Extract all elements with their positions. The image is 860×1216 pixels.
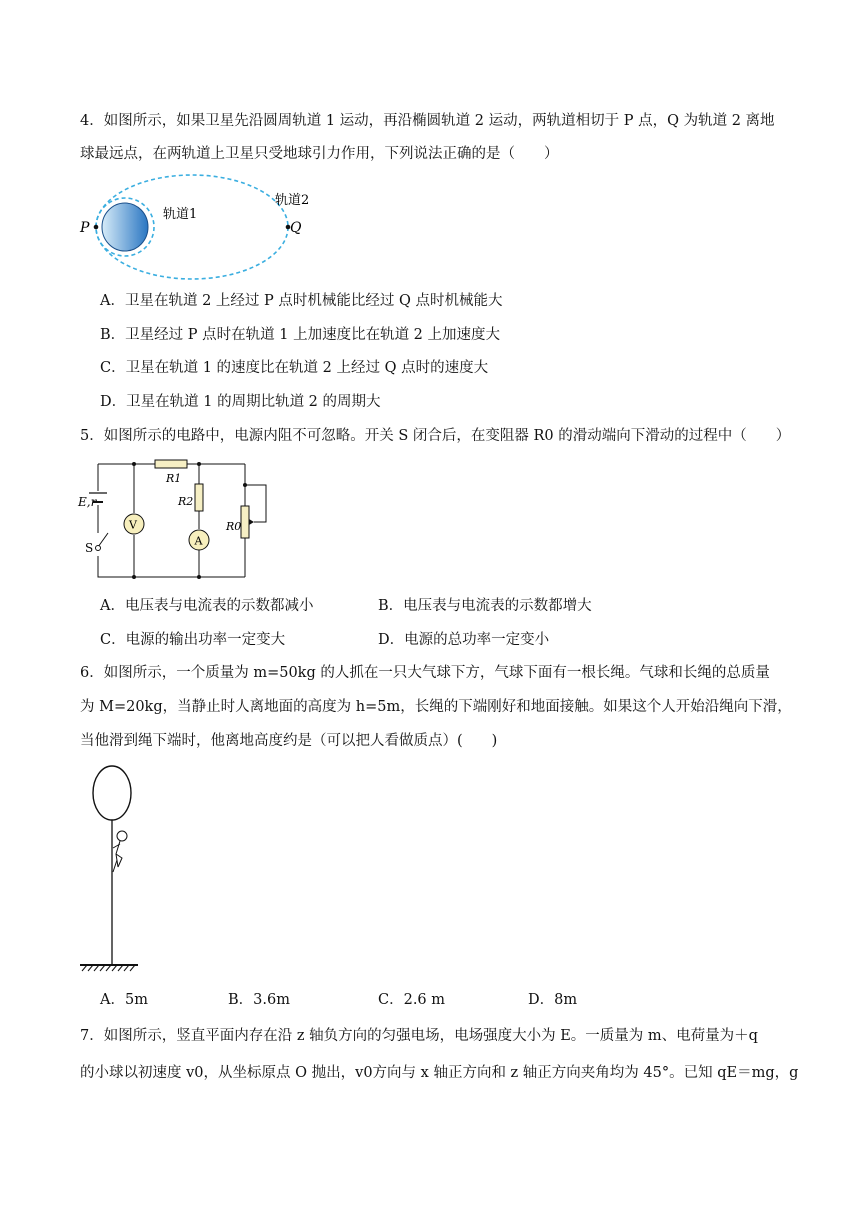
junction-bottom-2 bbox=[197, 575, 201, 579]
label-r1: R1 bbox=[166, 472, 182, 485]
label-orbit2: 轨道2 bbox=[275, 193, 310, 208]
earth bbox=[102, 203, 148, 251]
q4-option-b: B．卫星经过 P 点时在轨道 1 上加速度比在轨道 2 上加速度大 bbox=[100, 327, 501, 343]
switch-blade bbox=[98, 533, 108, 547]
label-r0: R0 bbox=[226, 520, 242, 533]
r0-slider-arrow bbox=[249, 519, 254, 525]
label-r2: R2 bbox=[178, 495, 194, 508]
resistor-r2 bbox=[195, 484, 203, 511]
q5-option-b: B．电压表与电流表的示数都增大 bbox=[378, 598, 592, 614]
q6-stem-line2: 为 M=20kg，当静止时人离地面的高度为 h=5m，长绳的下端刚好和地面接触。如果这个人开始沿绳向下滑， bbox=[80, 699, 792, 715]
wire-left-bottom bbox=[98, 556, 245, 577]
q6-option-c: C．2.6 m bbox=[378, 992, 446, 1008]
q4-stem-line1: 4．如图所示，如果卫星先沿圆周轨道 1 运动，再沿椭圆轨道 2 运动，两轨道相切于 P 点，Q 为轨道 2 离地 bbox=[80, 113, 775, 129]
junction-top-2 bbox=[197, 462, 201, 466]
q4-option-d: D．卫星在轨道 1 的周期比轨道 2 的周期大 bbox=[100, 394, 381, 410]
person-figure bbox=[113, 831, 127, 872]
label-p: P bbox=[80, 220, 90, 236]
resistor-r1 bbox=[155, 460, 187, 468]
circuit-diagram bbox=[78, 455, 268, 580]
junction-bottom-1 bbox=[132, 575, 136, 579]
q5-option-c: C．电源的输出功率一定变大 bbox=[100, 632, 286, 648]
q7-stem-line1: 7．如图所示，竖直平面内存在沿 z 轴负方向的匀强电场，电场强度大小为 E。一质量为 m、电荷量为＋q bbox=[80, 1028, 758, 1044]
label-switch: S bbox=[85, 541, 94, 555]
q4-option-c: C．卫星在轨道 1 的速度比在轨道 2 上经过 Q 点时的速度大 bbox=[100, 360, 489, 376]
orbit-diagram bbox=[75, 168, 310, 288]
label-source: E,r bbox=[78, 495, 97, 509]
q6-stem-line3: 当他滑到绳下端时，他离地高度约是（可以把人看做质点）( ) bbox=[80, 733, 498, 749]
junction-r0 bbox=[243, 483, 247, 487]
q6-stem-line1: 6．如图所示，一个质量为 m=50kg 的人抓在一只大气球下方，气球下面有一根长绳。气球和长绳的总质量 bbox=[80, 665, 770, 681]
label-q: Q bbox=[290, 220, 302, 236]
q4-option-a: A．卫星在轨道 2 上经过 P 点时机械能比经过 Q 点时机械能大 bbox=[100, 293, 503, 309]
q4-stem-line2: 球最远点，在两轨道上卫星只受地球引力作用，下列说法正确的是（ ） bbox=[80, 146, 559, 162]
balloon bbox=[93, 766, 131, 820]
label-ammeter: A bbox=[194, 534, 203, 548]
resistor-r0 bbox=[241, 506, 249, 538]
q5-option-a: A．电压表与电流表的示数都减小 bbox=[100, 598, 314, 614]
balloon-diagram bbox=[78, 764, 142, 974]
label-orbit1: 轨道1 bbox=[163, 207, 198, 222]
q6-option-d: D．8m bbox=[528, 992, 578, 1008]
label-voltmeter: V bbox=[129, 518, 137, 532]
point-p-dot bbox=[94, 225, 99, 230]
switch-contact bbox=[96, 546, 101, 551]
q5-option-d: D．电源的总功率一定变小 bbox=[378, 632, 550, 648]
q6-option-b: B．3.6m bbox=[228, 992, 290, 1008]
junction-top-1 bbox=[132, 462, 136, 466]
q7-stem-line2: 的小球以初速度 v0，从坐标原点 O 抛出，v0方向与 x 轴正方向和 z 轴正方向夹角均为 45°。已知 qE＝mg，g bbox=[80, 1065, 799, 1081]
q6-option-a: A．5m bbox=[100, 992, 148, 1008]
q5-stem: 5．如图所示的电路中，电源内阻不可忽略。开关 S 闭合后，在变阻器 R0 的滑动端向下滑动的过程中（ ） bbox=[80, 428, 791, 444]
